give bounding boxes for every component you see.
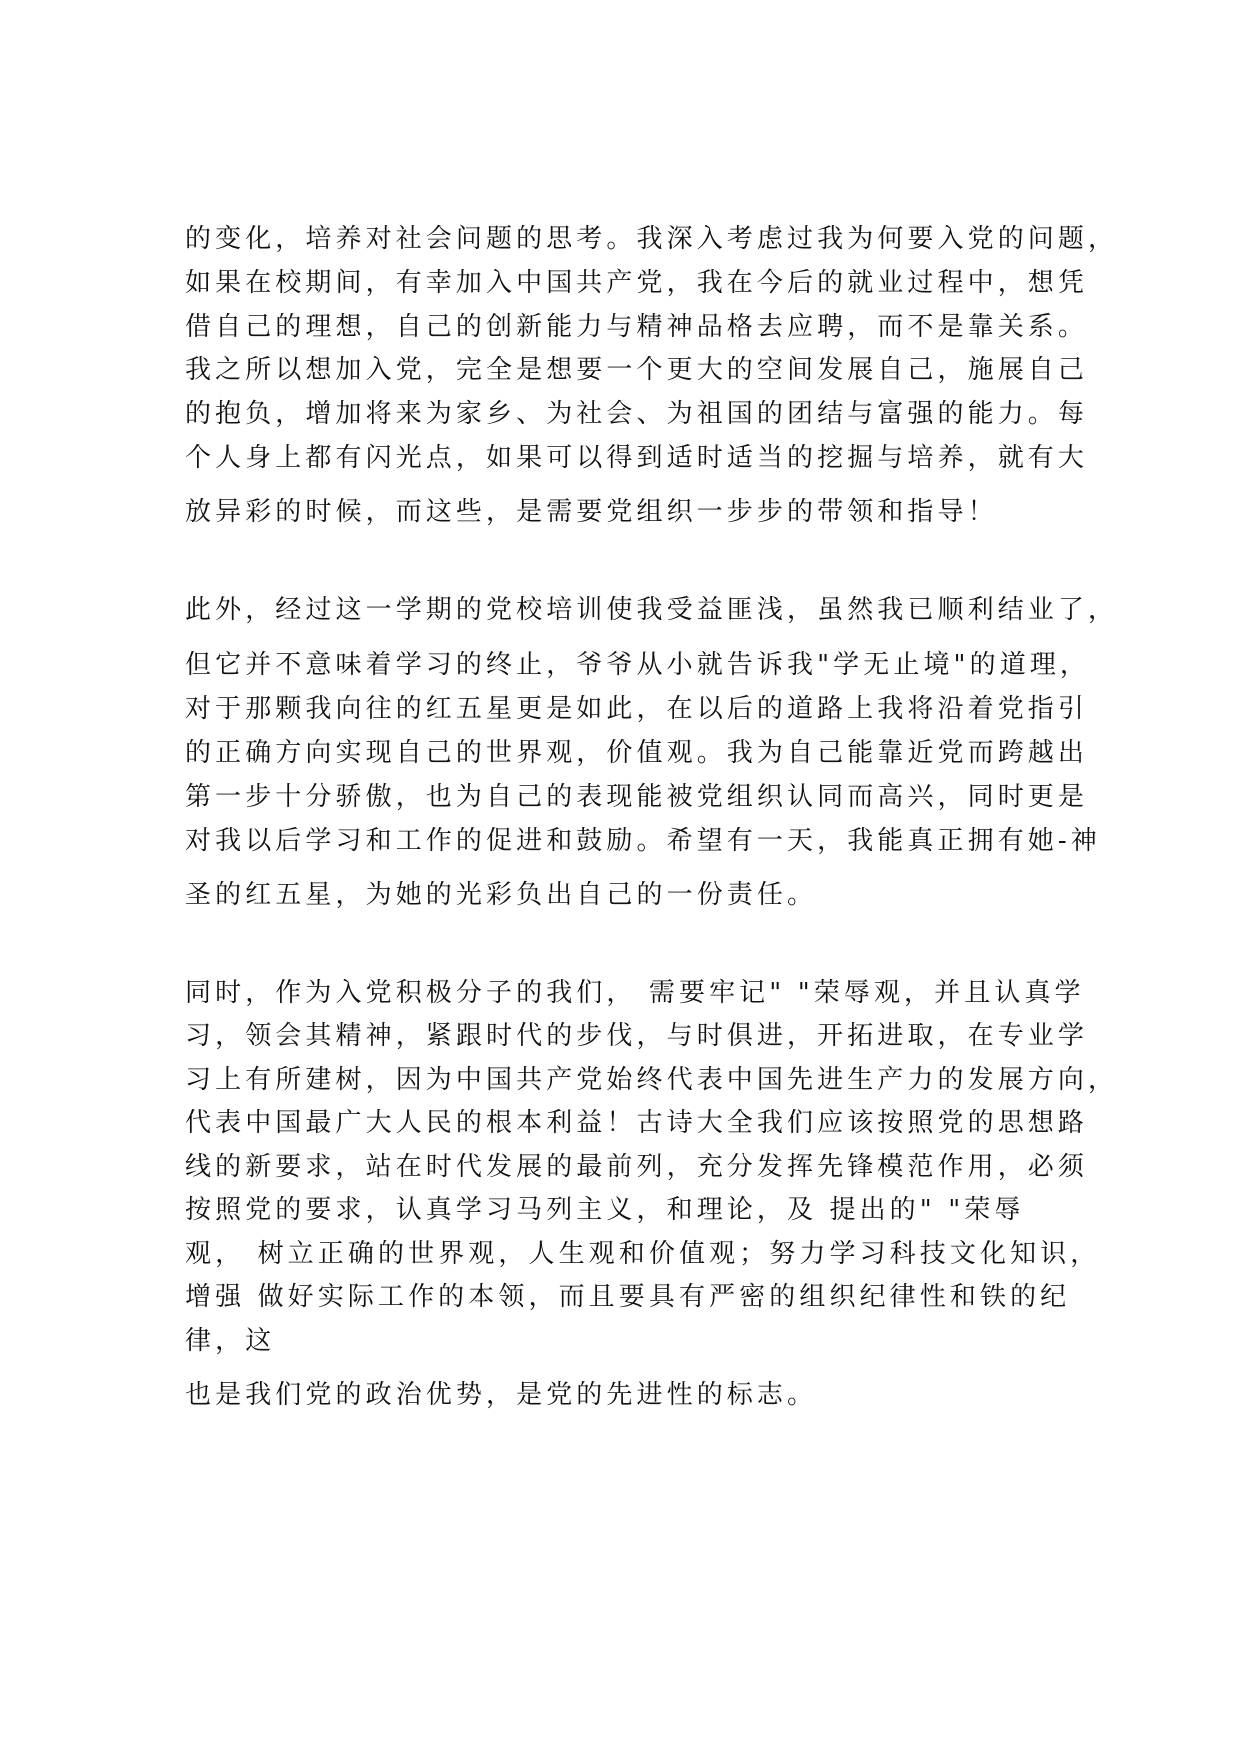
text-line: 对于那颗我向往的红五星更是如此，在以后的道路上我将沿着党指引	[185, 694, 1089, 724]
text-line: 观， 树立正确的世界观，人生观和价值观；努力学习科技文化知识，	[185, 1239, 1101, 1269]
text-line: 按照党的要求，认真学习马列主义，和理论，及 提出的" "荣辱	[185, 1195, 1025, 1225]
text-line: 增强 做好实际工作的本领，而且要具有严密的组织纪律性和铁的纪	[185, 1282, 1071, 1312]
text-line: 个人身上都有闪光点，如果可以得到适时适当的挖掘与培养，就有大	[185, 443, 1089, 473]
text-line: 同时，作为入党积极分子的我们， 需要牢记" "荣辱观，并且认真学	[185, 978, 1085, 1008]
text-line: 如果在校期间，有幸加入中国共产党，我在今后的就业过程中，想凭	[185, 268, 1089, 298]
text-line: 律，这	[185, 1326, 276, 1356]
text-line: 也是我们党的政治优势，是党的先进性的标志。	[185, 1380, 818, 1410]
text-line: 代表中国最广大人民的根本利益！古诗大全我们应该按照党的思想路	[185, 1108, 1089, 1138]
text-line: 线的新要求，站在时代发展的最前列，充分发挥先锋模范作用，必须	[185, 1152, 1089, 1182]
text-line: 对我以后学习和工作的促进和鼓励。希望有一天，我能真正拥有她-神	[185, 826, 1101, 856]
text-line: 借自己的理想，自己的创新能力与精神品格去应聘，而不是靠关系。	[185, 312, 1089, 342]
text-line: 我之所以想加入党，完全是想要一个更大的空间发展自己，施展自己	[185, 355, 1089, 385]
text-line: 此外，经过这一学期的党校培训使我受益匪浅，虽然我已顺利结业了，	[185, 595, 1119, 625]
text-line: 习，领会其精神，紧跟时代的步伐，与时俱进，开拓进取，在专业学	[185, 1021, 1089, 1051]
text-line: 第一步十分骄傲，也为自己的表现能被党组织认同而高兴，同时更是	[185, 782, 1089, 812]
text-line: 的正确方向实现自己的世界观，价值观。我为自己能靠近党而跨越出	[185, 738, 1089, 768]
text-line: 习上有所建树，因为中国共产党始终代表中国先进生产力的发展方向，	[185, 1065, 1119, 1095]
text-line: 放异彩的时候，而这些，是需要党组织一步步的带领和指导！	[185, 497, 998, 527]
text-line: 的抱负，增加将来为家乡、为社会、为祖国的团结与富强的能力。每	[185, 399, 1089, 429]
text-line: 但它并不意味着学习的终止，爷爷从小就告诉我"学无止境"的道理，	[185, 650, 1091, 680]
text-line: 圣的红五星，为她的光彩负出自己的一份责任。	[185, 880, 818, 910]
text-line: 的变化，培养对社会问题的思考。我深入考虑过我为何要入党的问题，	[185, 224, 1119, 254]
